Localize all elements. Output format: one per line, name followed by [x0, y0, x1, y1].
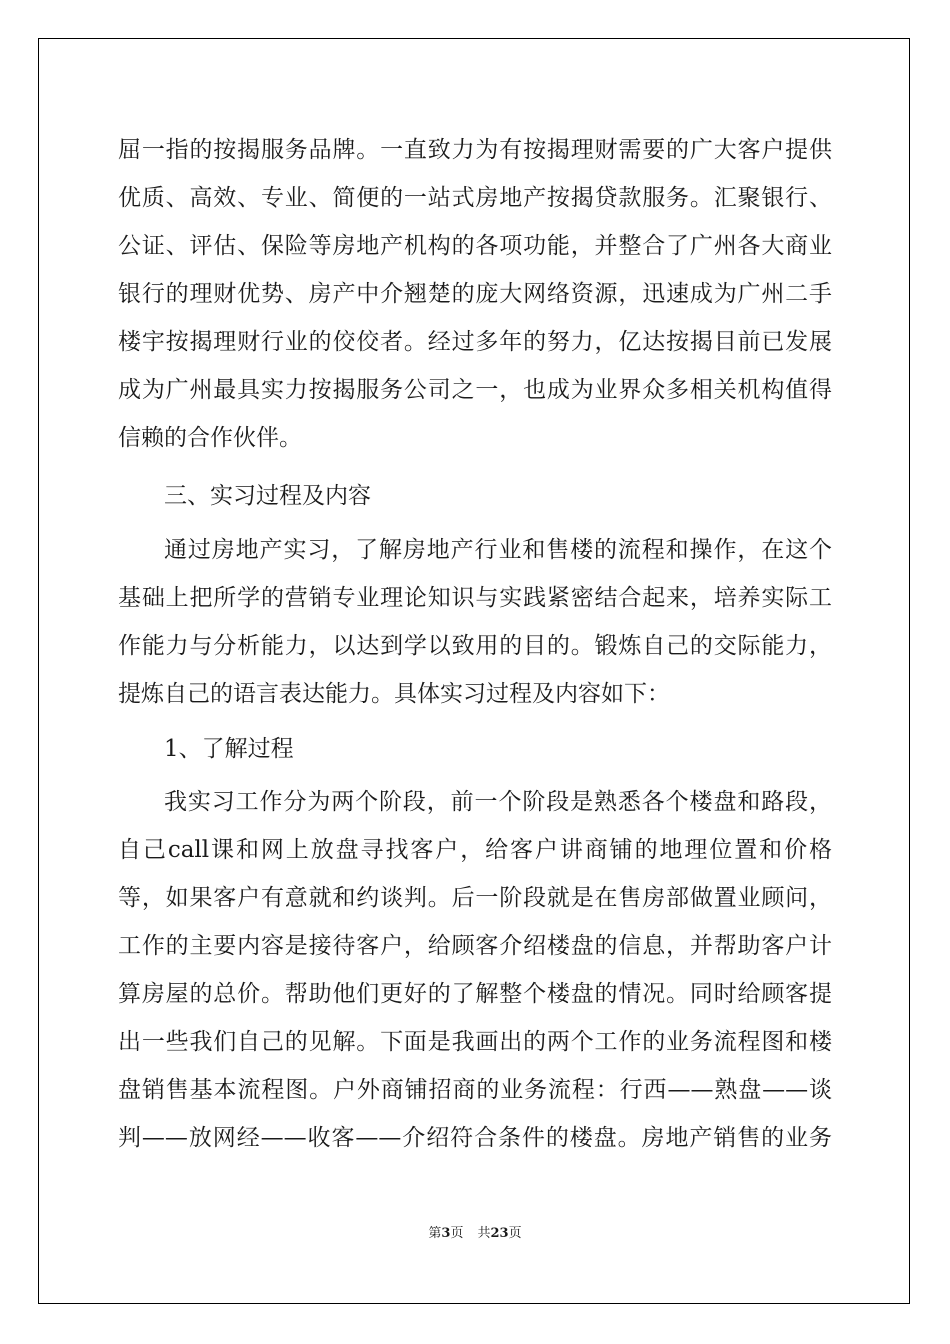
- text-line: 楼宇按揭理财行业的佼佼者。经过多年的努力，亿达按揭目前已发展: [118, 329, 832, 355]
- page-frame: [38, 38, 910, 1304]
- section-heading: 三、实习过程及内容: [164, 483, 371, 509]
- subsection-heading: 1、了解过程: [164, 736, 294, 762]
- text-line: 信赖的合作伙伴。: [118, 425, 302, 451]
- page-footer: [0, 1222, 950, 1241]
- text-line: 公证、评估、保险等房地产机构的各项功能，并整合了广州各大商业: [118, 233, 832, 259]
- text-line: 我实习工作分为两个阶段，前一个阶段是熟悉各个楼盘和路段，: [164, 789, 832, 815]
- total-prefix: 共: [477, 1226, 491, 1241]
- text-line: 出一些我们自己的见解。下面是我画出的两个工作的业务流程图和楼: [118, 1029, 832, 1055]
- text-line: 基础上把所学的营销专业理论知识与实践紧密结合起来，培养实际工: [118, 585, 832, 611]
- text-line: 优质、高效、专业、简便的一站式房地产按揭贷款服务。汇聚银行、: [118, 185, 832, 211]
- text-line: 作能力与分析能力，以达到学以致用的目的。锻炼自己的交际能力，: [118, 633, 832, 659]
- text-line: 提炼自己的语言表达能力。具体实习过程及内容如下：: [118, 681, 670, 707]
- text-line: 银行的理财优势、房产中介翘楚的庞大网络资源，迅速成为广州二手: [118, 281, 832, 307]
- total-suffix: 页: [508, 1226, 522, 1241]
- text-line: 成为广州最具实力按揭服务公司之一，也成为业界众多相关机构值得: [118, 377, 832, 403]
- text-line: 自己call课和网上放盘寻找客户，给客户讲商铺的地理位置和价格: [118, 837, 832, 863]
- text-line: 盘销售基本流程图。户外商铺招商的业务流程：行西——熟盘——谈: [118, 1077, 832, 1103]
- text-line: 等，如果客户有意就和约谈判。后一阶段就是在售房部做置业顾问，: [118, 885, 832, 911]
- total-pages: 23: [490, 1226, 509, 1241]
- page-prefix: 第: [428, 1226, 442, 1241]
- page-number: 3: [441, 1226, 451, 1241]
- page-suffix: 页: [450, 1226, 464, 1241]
- text-line: 算房屋的总价。帮助他们更好的了解整个楼盘的情况。同时给顾客提: [118, 981, 832, 1007]
- text-line: 工作的主要内容是接待客户，给顾客介绍楼盘的信息，并帮助客户计: [118, 933, 832, 959]
- text-line: 通过房地产实习，了解房地产行业和售楼的流程和操作，在这个: [164, 537, 832, 563]
- text-line: 判——放网经——收客——介绍符合条件的楼盘。房地产销售的业务: [118, 1125, 832, 1151]
- text-line: 屈一指的按揭服务品牌。一直致力为有按揭理财需要的广大客户提供: [118, 137, 832, 163]
